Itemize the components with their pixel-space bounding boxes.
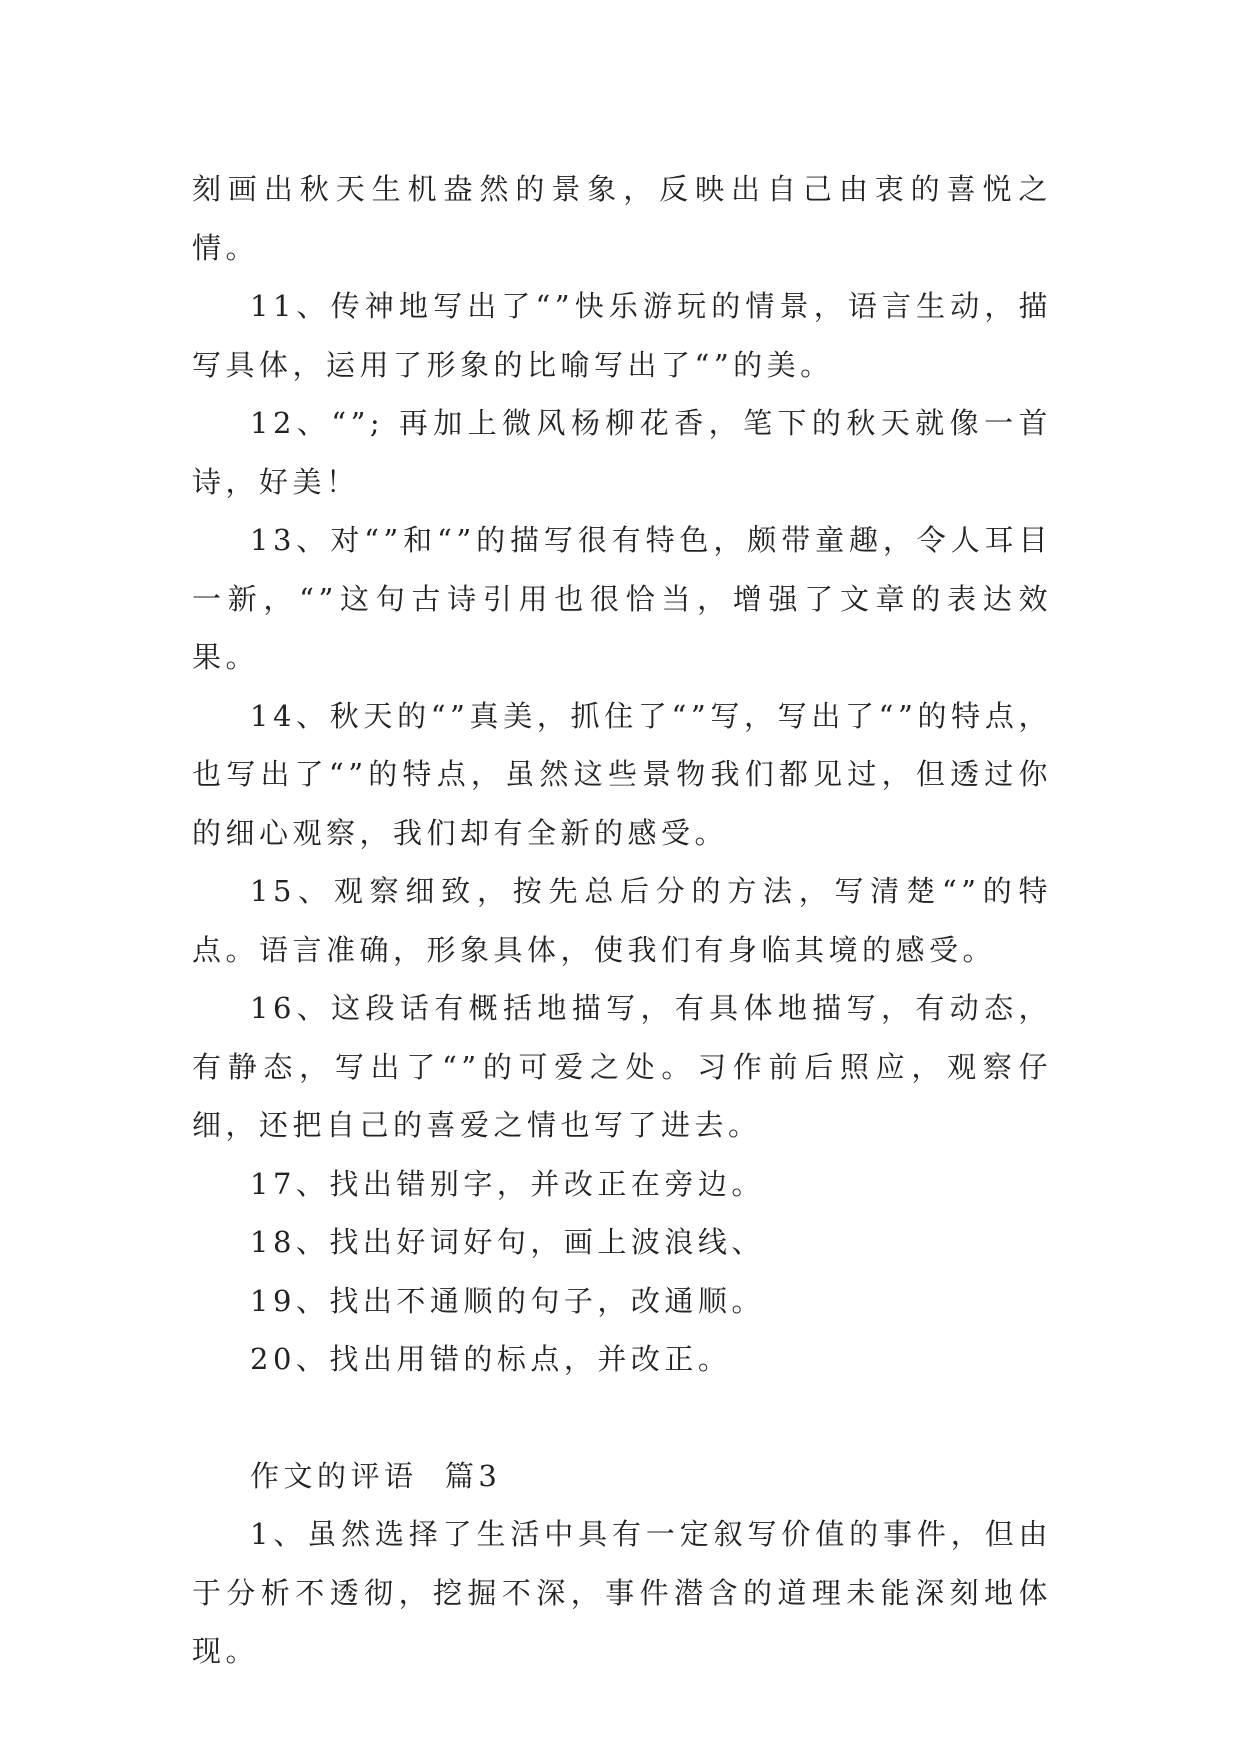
paragraph: 17、找出错别字，并改正在旁边。 (250, 1166, 765, 1201)
paragraph: 11、传神地写出了“”快乐游玩的情景，语言生动，描写具体，运用了形象的比喻写出了“”的美。 (192, 289, 1052, 382)
paragraph: 15、观察细致，按先总后分的方法，写清楚“”的特点。语言准确，形象具体，使我们有身临其境的感受。 (192, 874, 1052, 967)
paragraph: 13、对“”和“”的描写很有特色，颇带童趣，令人耳目一新，“”这句古诗引用也很恰当，增强了文章的表达效果。 (192, 523, 1052, 674)
section-spacer (192, 1389, 1052, 1447)
paragraph: 1、虽然选择了生活中具有一定叙写价值的事件，但由于分析不透彻，挖掘不深，事件潜含的道理未能深刻地体现。 (192, 1517, 1052, 1668)
paragraph: 20、找出用错的标点，并改正。 (250, 1342, 732, 1376)
document-page (192, 160, 1052, 1681)
paragraph: 16、这段话有概括地描写，有具体地描写，有动态，有静态，写出了“”的可爱之处。习作前后照应，观察仔细，还把自己的喜爱之情也写了进去。 (192, 991, 1052, 1142)
paragraph: 14、秋天的“”真美，抓住了“”写，写出了“”的特点，也写出了“”的特点，虽然这些景物我们都见过，但透过你的细心观察，我们却有全新的感受。 (192, 698, 1052, 850)
paragraph: 12、“”; 再加上微风杨柳花香，笔下的秋天就像一首诗，好美！ (192, 406, 1052, 499)
paragraph: 19、找出不通顺的句子，改通顺。 (250, 1283, 765, 1318)
paragraph: 刻画出秋天生机盎然的景象，反映出自己由衷的喜悦之情。 (192, 172, 1052, 265)
section-heading: 作文的评语 篇3 (250, 1458, 502, 1493)
paragraph: 18、找出好词好句，画上波浪线、 (250, 1225, 765, 1259)
